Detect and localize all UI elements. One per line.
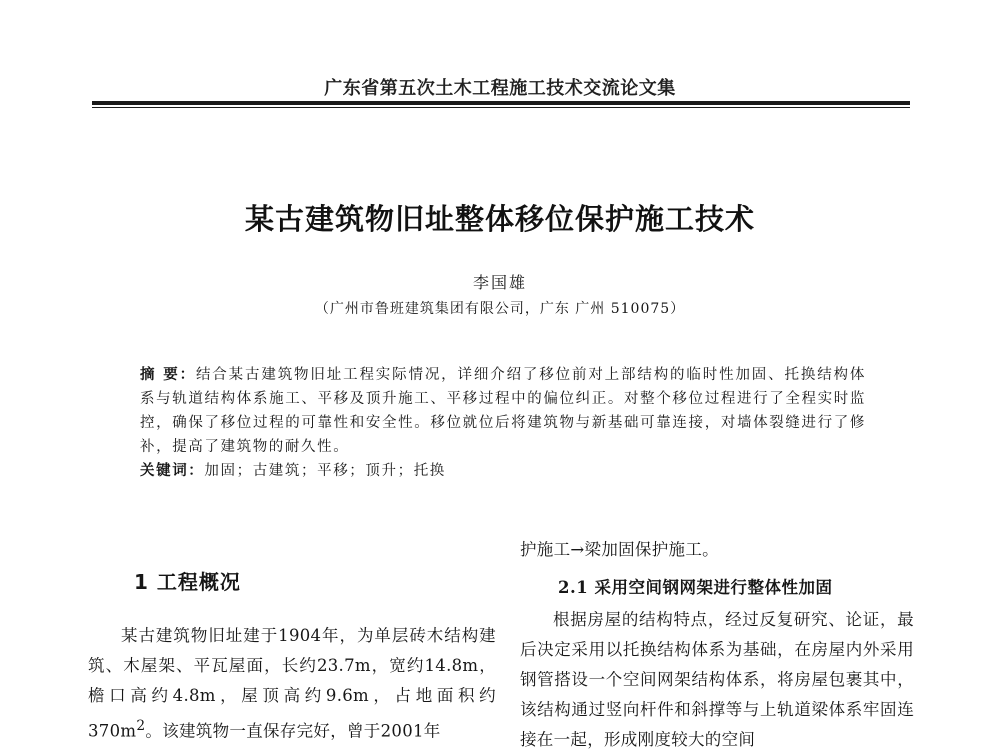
abstract: [140, 363, 866, 459]
abstract-label: 摘 要：: [140, 367, 196, 383]
subsection-heading-2-1: 2.1 采用空间钢网架进行整体性加固: [558, 578, 833, 597]
abstract-text: 结合某古建筑物旧址工程实际情况，详细介绍了移位前对上部结构的临时性加固、托换结构体系与轨道结构体系施工、平移及顶升施工、平移过程中的偏位纠正。对整个移位过程进行了全程实时监控，确保了移位过程的可靠性和安全性。移位就位后将建筑物与新基础可靠连接，对墙体裂缝进行了修补，提高了建筑物的耐久性。: [140, 367, 866, 455]
right-column: [520, 535, 914, 755]
keywords: [140, 459, 866, 483]
journal-header: 广东省第五次土木工程施工技术交流论文集: [324, 78, 676, 99]
overview-text-end: 。该建筑物一直保存完好，曾于2001年: [145, 721, 441, 741]
section-heading-overview: 1 工程概况: [134, 570, 241, 594]
overview-paragraph: [88, 621, 496, 747]
author-name: 李国雄: [472, 273, 527, 292]
left-column: [88, 566, 496, 747]
keywords-text: 加固；古建筑；平移；顶升；托换: [204, 463, 446, 479]
area-unit-superscript: 2: [136, 718, 146, 734]
reinforcement-paragraph: 根据房屋的结构特点，经过反复研究、论证，最后决定采用以托换结构体系为基础，在房屋内外采用钢管搭设一个空间网架结构体系，将房屋包裹其中，该结构通过竖向杆件和斜撑等与上轨道梁体系牢固连接在一起，形成刚度较大的空间: [520, 610, 914, 749]
author-affiliation: （广州市鲁班建筑集团有限公司，广东 广州 510075）: [314, 301, 686, 317]
continued-text: 护施工→梁加固保护施工。: [520, 540, 719, 559]
overview-text: 某古建筑物旧址建于1904年，为单层砖木结构建筑、木屋架、平瓦屋面，长约23.7m，宽约14.8m，檐口高约4.8m，屋顶高约9.6m，占地面积约370m: [88, 626, 496, 741]
article-title: 某古建筑物旧址整体移位保护施工技术: [244, 202, 755, 236]
keywords-label: 关键词：: [140, 463, 205, 479]
header-rule-thin: [92, 107, 910, 108]
header-rule-thick: [92, 101, 910, 105]
